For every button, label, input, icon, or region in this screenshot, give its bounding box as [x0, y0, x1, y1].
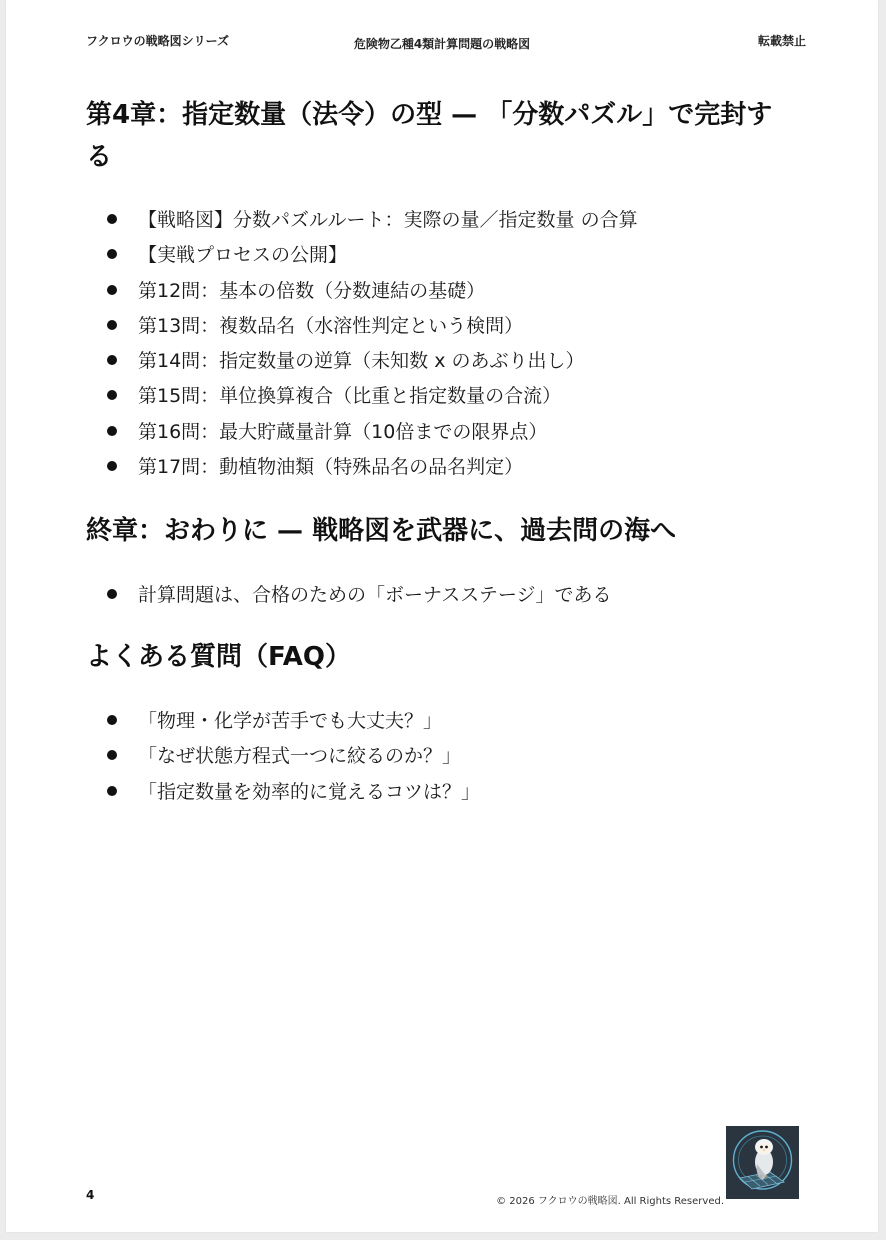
running-header	[6, 32, 878, 50]
list-item: 第17問：動植物油類（特殊品名の品名判定）	[86, 450, 806, 485]
bullet-icon	[107, 214, 117, 224]
faq-heading: よくある質問（FAQ）	[86, 642, 352, 672]
list-item: 第12問：基本の倍数（分数連結の基礎）	[86, 274, 806, 309]
chapter-4-heading: 第4章：指定数量（法令）の型 — 「分数パズル」で完封する	[86, 100, 773, 172]
page-number: 4	[86, 1188, 95, 1202]
chapter-4-list	[86, 203, 806, 485]
list-item: 第16問：最大貯蔵量計算（10倍までの限界点）	[86, 415, 806, 450]
bullet-icon	[107, 461, 117, 471]
header-series-title: フクロウの戦略図シリーズ	[86, 34, 230, 48]
list-item: 【実戦プロセスの公開】	[86, 238, 806, 273]
faq-list	[86, 704, 806, 810]
bullet-icon	[107, 715, 117, 725]
bullet-icon	[107, 355, 117, 365]
bullet-icon	[107, 320, 117, 330]
bullet-icon	[107, 390, 117, 400]
bullet-icon	[107, 426, 117, 436]
bullet-icon	[107, 786, 117, 796]
final-chapter-heading: 終章：おわりに — 戦略図を武器に、過去問の海へ	[86, 516, 677, 546]
list-item: 「なぜ状態方程式一つに絞るのか？」	[86, 739, 806, 774]
document-page	[6, 0, 878, 1232]
owl-logo-icon	[726, 1126, 799, 1199]
bullet-icon	[107, 750, 117, 760]
bullet-icon	[107, 589, 117, 599]
final-chapter-list	[86, 578, 806, 613]
list-item: 【戦略図】分数パズルルート：実際の量／指定数量 の合算	[86, 203, 806, 238]
list-item: 第13問：複数品名（水溶性判定という検問）	[86, 309, 806, 344]
list-item: 「物理・化学が苦手でも大丈夫？」	[86, 704, 806, 739]
header-copyright-notice: 転載禁止	[757, 34, 806, 48]
bullet-icon	[107, 249, 117, 259]
footer-copyright: © 2026 フクロウの戦略図. All Rights Reserved.	[496, 1196, 724, 1207]
header-document-title: 危険物乙種4類計算問題の戦略図	[353, 37, 531, 51]
bullet-icon	[107, 285, 117, 295]
list-item: 第15問：単位換算複合（比重と指定数量の合流）	[86, 379, 806, 414]
list-item: 第14問：指定数量の逆算（未知数 x のあぶり出し）	[86, 344, 806, 379]
list-item: 計算問題は、合格のための「ボーナスステージ」である	[86, 578, 806, 613]
list-item: 「指定数量を効率的に覚えるコツは？」	[86, 775, 806, 810]
